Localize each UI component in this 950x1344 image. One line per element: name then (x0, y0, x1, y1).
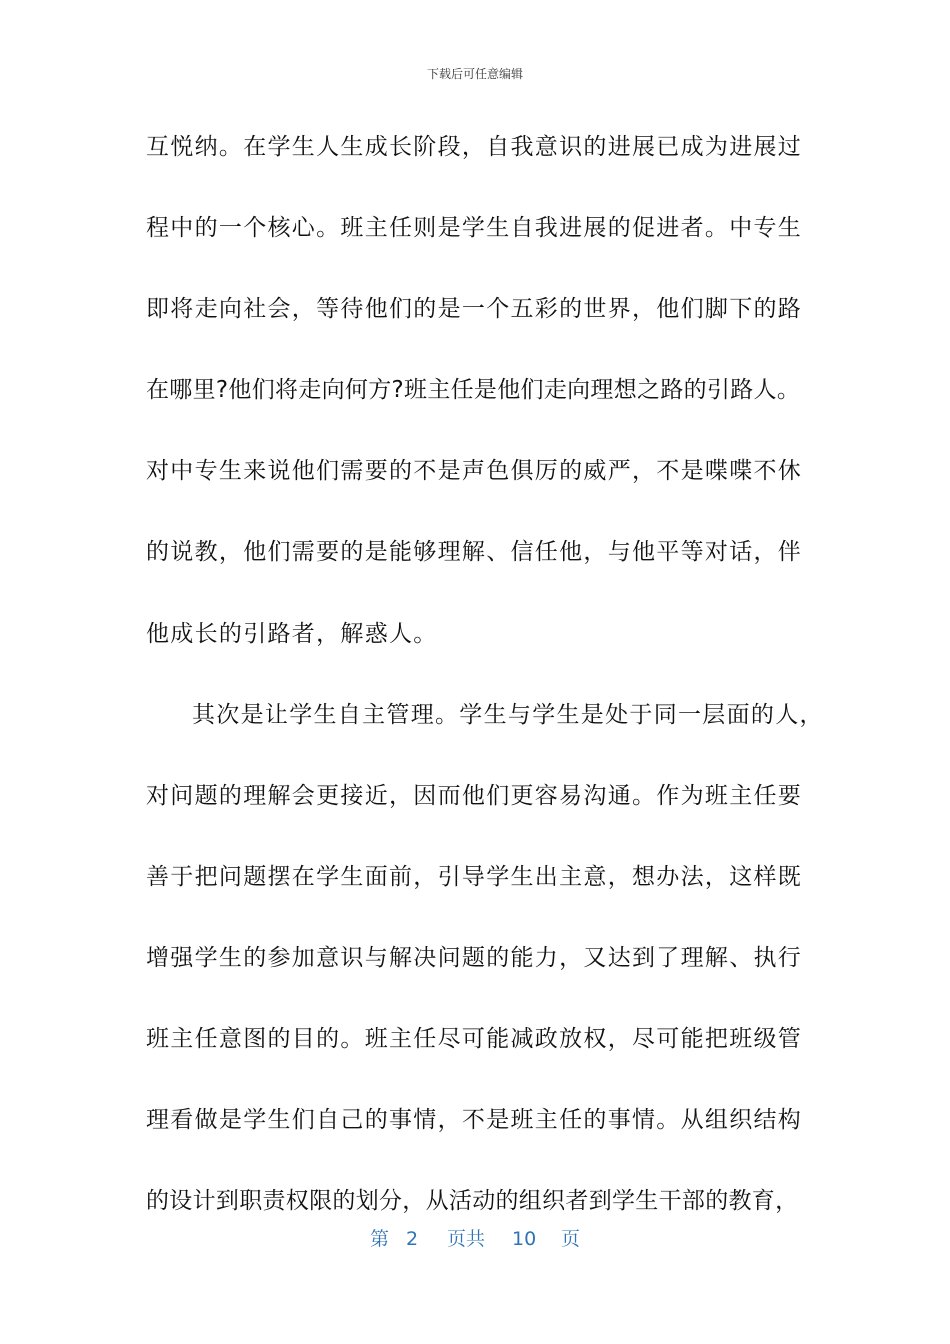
text-line: 班主任意图的目的。班主任尽可能减政放权，尽可能把班级管 (146, 1026, 803, 1053)
text-line: 即将走向社会，等待他们的是一个五彩的世界，他们脚下的路 (146, 296, 803, 323)
text-line: 的说教，他们需要的是能够理解、信任他，与他平等对话，伴 (146, 539, 803, 566)
text-line: 的设计到职责权限的划分，从活动的组织者到学生干部的教育， (146, 1188, 799, 1215)
text-line: 程中的一个核心。班主任则是学生自我进展的促进者。中专生 (146, 215, 803, 242)
text-line: 对问题的理解会更接近，因而他们更容易沟通。作为班主任要 (146, 782, 803, 809)
text-line: 理看做是学生们自己的事情，不是班主任的事情。从组织结构 (146, 1107, 803, 1134)
text-line: 对中专生来说他们需要的不是声色俱厉的威严，不是喋喋不休 (146, 458, 803, 485)
text-line: 善于把问题摆在学生面前，引导学生出主意，想办法，这样既 (146, 863, 803, 890)
footer-label-end: 页 (561, 1228, 581, 1250)
text-line: 在哪里?他们将走向何方?班主任是他们走向理想之路的引路人。 (146, 377, 801, 404)
footer-current-page: 2 (406, 1228, 419, 1250)
text-line: 互悦纳。在学生人生成长阶段，自我意识的进展已成为进展过 (146, 134, 803, 160)
page-footer (0, 1226, 950, 1252)
footer-label-page: 第 (370, 1228, 390, 1250)
footer-total-pages: 10 (512, 1228, 537, 1250)
text-line-indented: 其次是让学生自主管理。学生与学生是处于同一层面的人， (192, 701, 824, 728)
page-header: 下载后可任意编辑 (426, 67, 523, 81)
document-body (146, 118, 824, 1253)
text-line: 增强学生的参加意识与解决问题的能力，又达到了理解、执行 (146, 944, 803, 971)
footer-label-total: 页共 (447, 1228, 486, 1250)
text-line: 他成长的引路者，解惑人。 (146, 620, 438, 647)
